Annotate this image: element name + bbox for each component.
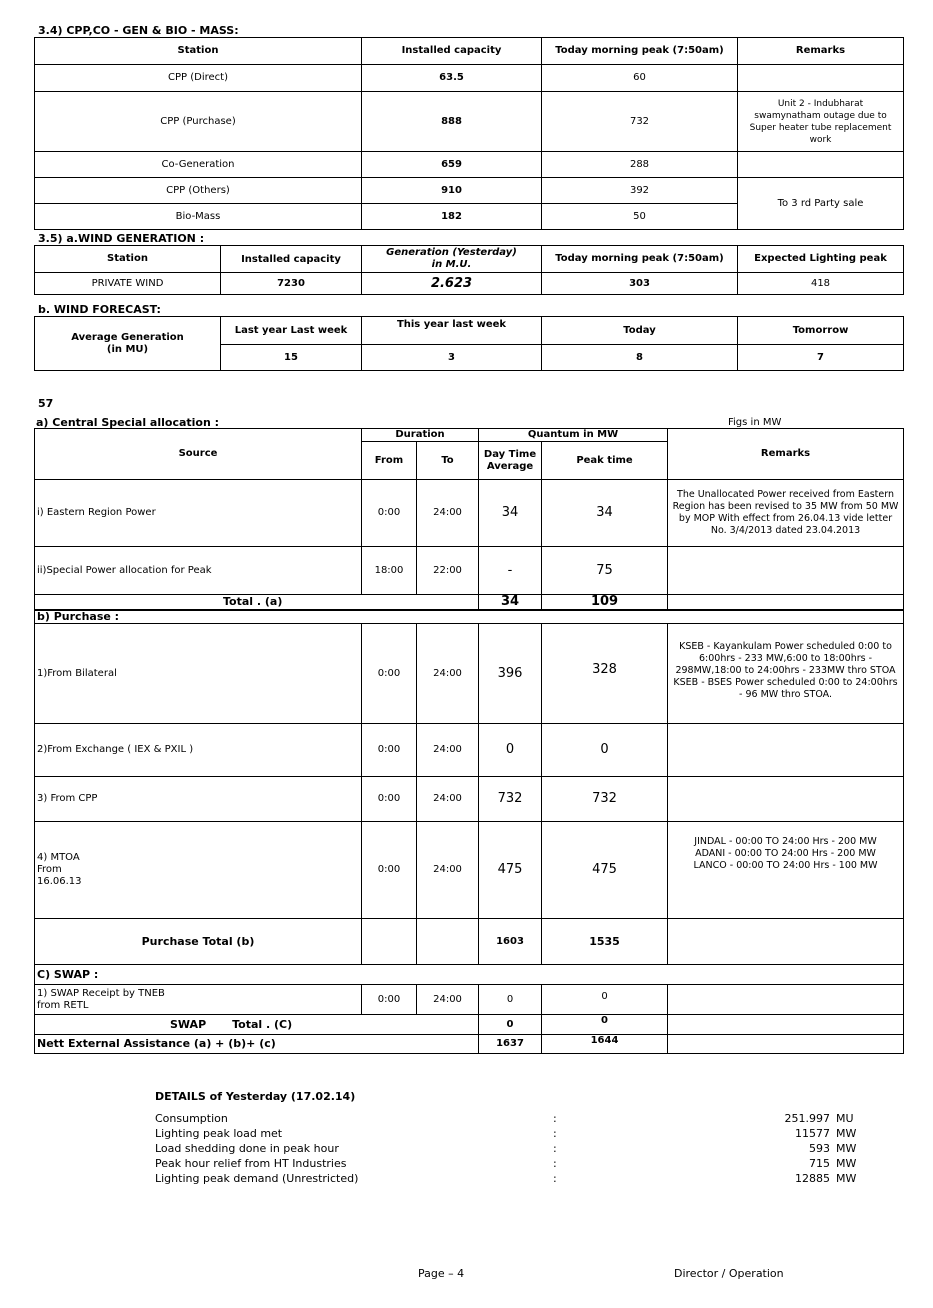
installed-cell: 182 xyxy=(362,204,542,230)
header-peak: Peak time xyxy=(542,442,668,480)
section-3-4-title: 3.4) CPP,CO - GEN & BIO - MASS: xyxy=(38,24,239,37)
to-cell: 24:00 xyxy=(417,480,479,547)
detail-label: Lighting peak demand (Unrestricted) xyxy=(155,1172,359,1185)
header-this-year: This year last week xyxy=(362,317,542,345)
detail-value: 715 xyxy=(809,1157,830,1170)
expected-cell: 418 xyxy=(738,273,904,295)
day-cell: 34 xyxy=(479,480,542,547)
detail-label: Load shedding done in peak hour xyxy=(155,1142,339,1155)
swap-total-peak: 0 xyxy=(542,1015,668,1035)
detail-colon: : xyxy=(553,1157,557,1170)
swap-total-label xyxy=(35,1015,479,1035)
signatory: Director / Operation xyxy=(674,1267,784,1280)
header-station: Station xyxy=(35,246,221,273)
to-cell: 24:00 xyxy=(417,822,479,919)
purchase-total-day: 1603 xyxy=(479,919,542,965)
header-generation: Generation (Yesterday) in M.U. xyxy=(362,246,542,273)
swap-total-label-1: SWAP xyxy=(170,1017,207,1031)
detail-unit: MU xyxy=(836,1112,854,1125)
station-cell: Co-Generation xyxy=(35,152,362,178)
detail-label: Peak hour relief from HT Industries xyxy=(155,1157,347,1170)
header-day: Day Time Average xyxy=(479,442,542,480)
remarks-cell: KSEB - Kayankulam Power scheduled 0:00 to 6:00hrs - 233 MW,6:00 to 18:00hrs - 298MW,18:00 to 24:00hrs - 233MW thro STOA KSEB - BSES Power scheduled 0:00 to 24:00hrs - 96 MW thro STOA. xyxy=(668,624,904,724)
table-row xyxy=(35,624,904,724)
source-cell: 4) MTOA From 16.06.13 xyxy=(35,822,362,919)
table-row xyxy=(35,92,904,152)
source-cell: ii)Special Power allocation for Peak xyxy=(35,547,362,595)
header-remarks: Remarks xyxy=(668,429,904,480)
cpp-header-row xyxy=(35,38,904,65)
peak-cell: 475 xyxy=(542,822,668,919)
remarks-cell: The Unallocated Power received from Eastern Region has been revised to 35 MW from 50 MW by MOP With effect from 26.04.13 vide letter No. 3/4/2013 dated 23.04.2013 xyxy=(668,480,904,547)
detail-value: 12885 xyxy=(795,1172,830,1185)
swap-source-cell: 1) SWAP Receipt by TNEB from RETL xyxy=(35,985,362,1015)
detail-unit: MW xyxy=(836,1142,857,1155)
detail-value: 11577 xyxy=(795,1127,830,1140)
purchase-title-row xyxy=(35,610,904,624)
table-row xyxy=(35,822,904,919)
from-cell: 0:00 xyxy=(362,480,417,547)
purchase-total-peak: 1535 xyxy=(542,919,668,965)
table-row xyxy=(35,480,904,547)
detail-colon: : xyxy=(553,1112,557,1125)
forecast-label: Average Generation (in MU) xyxy=(35,317,221,371)
table-row xyxy=(35,152,904,178)
peak-cell: 0 xyxy=(542,985,668,1015)
header-source: Source xyxy=(35,429,362,480)
header-peak: Today morning peak (7:50am) xyxy=(542,246,738,273)
to-cell: 22:00 xyxy=(417,547,479,595)
total-a-row xyxy=(35,595,904,610)
detail-colon: : xyxy=(553,1127,557,1140)
peak-cell: 0 xyxy=(542,724,668,777)
empty-cell xyxy=(668,985,904,1015)
source-cell: 1)From Bilateral xyxy=(35,624,362,724)
forecast-value: 8 xyxy=(542,345,738,371)
swap-total-row xyxy=(35,1015,904,1035)
section-57-number: 57 xyxy=(38,397,54,410)
empty-cell xyxy=(417,919,479,965)
header-from: From xyxy=(362,442,417,480)
station-cell: CPP (Others) xyxy=(35,178,362,204)
peak-cell: 50 xyxy=(542,204,738,230)
remarks-cell xyxy=(668,547,904,595)
peak-cell: 732 xyxy=(542,777,668,822)
central-allocation-title: a) Central Special allocation : xyxy=(36,416,220,429)
day-cell: 475 xyxy=(479,822,542,919)
peak-cell: 328 xyxy=(542,624,668,724)
installed-cell: 7230 xyxy=(221,273,362,295)
from-cell: 0:00 xyxy=(362,985,417,1015)
header-tomorrow: Tomorrow xyxy=(738,317,904,345)
swap-total-day: 0 xyxy=(479,1015,542,1035)
station-cell: PRIVATE WIND xyxy=(35,273,221,295)
source-cell: i) Eastern Region Power xyxy=(35,480,362,547)
total-a-remarks xyxy=(668,595,904,610)
remarks-cell xyxy=(738,65,904,92)
empty-cell xyxy=(668,1035,904,1054)
section-3-5-title: 3.5) a.WIND GENERATION : xyxy=(38,232,205,245)
total-a-peak: 109 xyxy=(542,595,668,610)
day-cell: - xyxy=(479,547,542,595)
source-cell: 2)From Exchange ( IEX & PXIL ) xyxy=(35,724,362,777)
detail-unit: MW xyxy=(836,1127,857,1140)
from-cell: 0:00 xyxy=(362,624,417,724)
remarks-cell xyxy=(668,777,904,822)
header-station: Station xyxy=(35,38,362,65)
detail-label: Consumption xyxy=(155,1112,228,1125)
forecast-value: 15 xyxy=(221,345,362,371)
detail-unit: MW xyxy=(836,1157,857,1170)
detail-colon: : xyxy=(553,1172,557,1185)
table-row xyxy=(35,777,904,822)
peak-cell: 34 xyxy=(542,480,668,547)
detail-label: Lighting peak load met xyxy=(155,1127,283,1140)
day-cell: 732 xyxy=(479,777,542,822)
total-a-day: 34 xyxy=(479,595,542,610)
remarks-cell xyxy=(738,152,904,178)
detail-value: 593 xyxy=(809,1142,830,1155)
to-cell: 24:00 xyxy=(417,985,479,1015)
peak-cell: 60 xyxy=(542,65,738,92)
remarks-cell: JINDAL - 00:00 TO 24:00 Hrs - 200 MW ADANI - 00:00 TO 24:00 Hrs - 200 MW LANCO - 00:00 TO 24:00 Hrs - 100 MW xyxy=(668,822,904,919)
station-cell: CPP (Purchase) xyxy=(35,92,362,152)
header-installed: Installed capacity xyxy=(221,246,362,273)
from-cell: 0:00 xyxy=(362,777,417,822)
generation-cell: 2.623 xyxy=(362,273,542,295)
swap-title: C) SWAP : xyxy=(35,965,904,985)
forecast-value: 7 xyxy=(738,345,904,371)
allocation-table xyxy=(34,428,904,1054)
peak-cell: 75 xyxy=(542,547,668,595)
remarks-cell: Unit 2 - Indubharat swamynatham outage due to Super heater tube replacement work xyxy=(738,92,904,152)
empty-cell xyxy=(362,919,417,965)
header-peak: Today morning peak (7:50am) xyxy=(542,38,738,65)
nett-row xyxy=(35,1035,904,1054)
wind-table xyxy=(34,245,904,295)
source-cell: 3) From CPP xyxy=(35,777,362,822)
station-cell: CPP (Direct) xyxy=(35,65,362,92)
header-to: To xyxy=(417,442,479,480)
wind-forecast-title: b. WIND FORECAST: xyxy=(38,303,161,316)
table-row xyxy=(35,547,904,595)
installed-cell: 659 xyxy=(362,152,542,178)
installed-cell: 910 xyxy=(362,178,542,204)
installed-cell: 63.5 xyxy=(362,65,542,92)
day-cell: 0 xyxy=(479,985,542,1015)
day-cell: 0 xyxy=(479,724,542,777)
detail-unit: MW xyxy=(836,1172,857,1185)
header-last-year: Last year Last week xyxy=(221,317,362,345)
header-expected: Expected Lighting peak xyxy=(738,246,904,273)
day-cell: 396 xyxy=(479,624,542,724)
table-row xyxy=(35,273,904,295)
from-cell: 18:00 xyxy=(362,547,417,595)
header-quantum: Quantum in MW xyxy=(479,429,668,442)
wind-header-row xyxy=(35,246,904,273)
wind-forecast-table xyxy=(34,316,904,371)
details-title: DETAILS of Yesterday (17.02.14) xyxy=(155,1090,356,1103)
to-cell: 24:00 xyxy=(417,724,479,777)
header-installed: Installed capacity xyxy=(362,38,542,65)
table-row xyxy=(35,985,904,1015)
station-cell: Bio-Mass xyxy=(35,204,362,230)
total-a-label: Total . (a) xyxy=(35,595,479,610)
table-row xyxy=(35,178,904,204)
nett-label: Nett External Assistance (a) + (b)+ (c) xyxy=(35,1035,479,1054)
swap-total-label-2: Total . (C) xyxy=(232,1017,293,1031)
nett-day: 1637 xyxy=(479,1035,542,1054)
header-remarks: Remarks xyxy=(738,38,904,65)
purchase-total-row xyxy=(35,919,904,965)
peak-cell: 288 xyxy=(542,152,738,178)
forecast-value: 3 xyxy=(362,345,542,371)
to-cell: 24:00 xyxy=(417,777,479,822)
peak-cell: 732 xyxy=(542,92,738,152)
empty-cell xyxy=(668,919,904,965)
figs-note: Figs in MW xyxy=(728,417,782,428)
installed-cell: 888 xyxy=(362,92,542,152)
peak-cell: 303 xyxy=(542,273,738,295)
purchase-total-label: Purchase Total (b) xyxy=(35,919,362,965)
page-number: Page – 4 xyxy=(418,1267,465,1280)
detail-colon: : xyxy=(553,1142,557,1155)
cpp-table xyxy=(34,37,904,230)
purchase-title: b) Purchase : xyxy=(35,610,904,624)
swap-title-row xyxy=(35,965,904,985)
remarks-cell: To 3 rd Party sale xyxy=(738,178,904,230)
from-cell: 0:00 xyxy=(362,724,417,777)
nett-peak: 1644 xyxy=(542,1035,668,1054)
table-row xyxy=(35,724,904,777)
remarks-cell xyxy=(668,724,904,777)
header-today: Today xyxy=(542,317,738,345)
table-row xyxy=(35,65,904,92)
forecast-header-row xyxy=(35,317,904,345)
peak-cell: 392 xyxy=(542,178,738,204)
header-duration: Duration xyxy=(362,429,479,442)
to-cell: 24:00 xyxy=(417,624,479,724)
empty-cell xyxy=(668,1015,904,1035)
from-cell: 0:00 xyxy=(362,822,417,919)
allocation-header-row xyxy=(35,429,904,442)
detail-value: 251.997 xyxy=(784,1112,830,1125)
